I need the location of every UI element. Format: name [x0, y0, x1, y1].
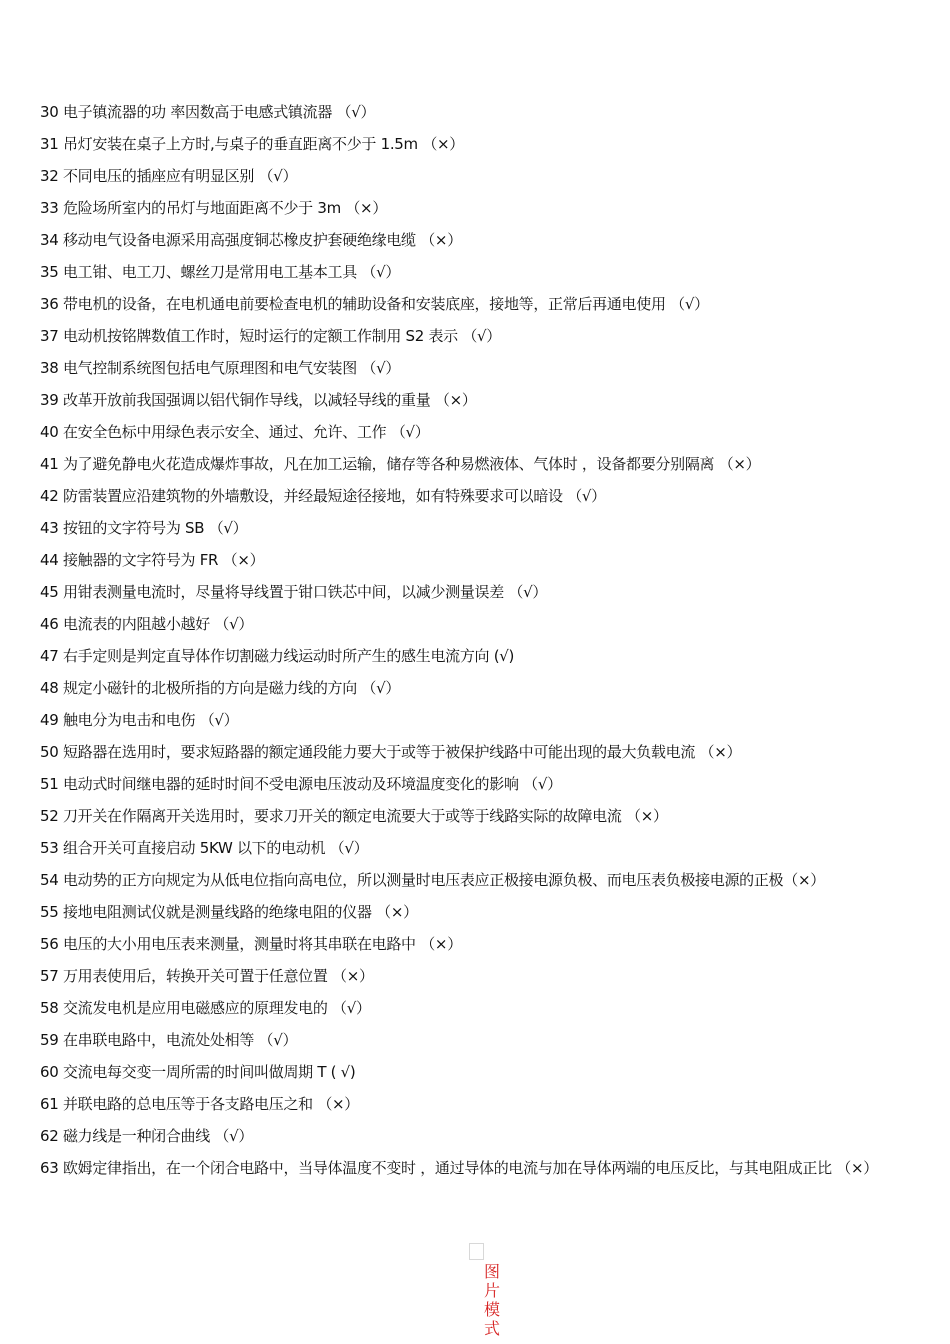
list-item: 48 规定小磁针的北极所指的方向是磁力线的方向 （√） — [40, 679, 401, 697]
list-item: 51 电动式时间继电器的延时时间不受电源电压波动及环境温度变化的影响 （√） — [40, 775, 562, 793]
list-item: 36 带电机的设备，在电机通电前要检查电机的辅助设备和安装底座，接地等，正常后再通电使用 （√） — [40, 295, 709, 313]
list-item: 42 防雷装置应沿建筑物的外墙敷设，并经最短途径接地，如有特殊要求可以暗设 （√） — [40, 487, 606, 505]
list-item: 49 触电分为电击和电伤 （√） — [40, 711, 239, 729]
list-item: 30 电子镇流器的功 率因数高于电感式镇流器 （√） — [40, 103, 376, 121]
list-item: 45 用钳表测量电流时，尽量将导线置于钳口铁芯中间，以减少测量误差 （√） — [40, 583, 548, 601]
list-item: 63 欧姆定律指出，在一个闭合电路中，当导体温度不变时 ，通过导体的电流与加在导体两端的电压反比，与其电阻成正比 （×） — [40, 1159, 878, 1177]
list-item: 41 为了避免静电火花造成爆炸事故，凡在加工运输，储存等各种易燃液体、气体时 ，设备都要分别隔离 （×） — [40, 455, 761, 473]
list-item: 54 电动势的正方向规定为从低电位指向高电位，所以测量时电压表应正极接电源负极、而电压表负极接电源的正极（×） — [40, 871, 825, 889]
list-item: 52 刀开关在作隔离开关选用时，要求刀开关的额定电流要大于或等于线路实际的故障电流 （×） — [40, 807, 668, 825]
list-item: 56 电压的大小用电压表来测量，测量时将其串联在电路中 （×） — [40, 935, 462, 953]
list-item: 37 电动机按铭牌数值工作时，短时运行的定额工作制用 S2 表示 （√） — [40, 327, 501, 345]
list-item: 44 接触器的文字符号为 FR （×） — [40, 551, 265, 569]
list-item: 55 接地电阻测试仪就是测量线路的绝缘电阻的仪器 （×） — [40, 903, 418, 921]
list-item: 39 改革开放前我国强调以铝代铜作导线，以减轻导线的重量 （×） — [40, 391, 477, 409]
list-item: 60 交流电每交变一周所需的时间叫做周期 T ( √) — [40, 1063, 356, 1081]
question-list — [40, 96, 915, 1184]
list-item: 57 万用表使用后，转换开关可置于任意位置 （×） — [40, 967, 374, 985]
list-item: 59 在串联电路中，电流处处相等 （√） — [40, 1031, 298, 1049]
list-item: 58 交流发电机是应用电磁感应的原理发电的 （√） — [40, 999, 371, 1017]
image-placeholder-icon — [469, 1243, 484, 1260]
list-item: 35 电工钳、电工刀、螺丝刀是常用电工基本工具 （√） — [40, 263, 401, 281]
image-mode-label: 图片模式 — [484, 1262, 501, 1338]
list-item: 47 右手定则是判定直导体作切割磁力线运动时所产生的感生电流方向 (√) — [40, 647, 515, 665]
list-item: 62 磁力线是一种闭合曲线 （√） — [40, 1127, 254, 1145]
list-item: 50 短路器在选用时，要求短路器的额定通段能力要大于或等于被保护线路中可能出现的最大负载电流 （×） — [40, 743, 742, 761]
list-item: 46 电流表的内阻越小越好 （√） — [40, 615, 254, 633]
list-item: 32 不同电压的插座应有明显区别 （√） — [40, 167, 298, 185]
list-item: 38 电气控制系统图包括电气原理图和电气安装图 （√） — [40, 359, 401, 377]
list-item: 53 组合开关可直接启动 5KW 以下的电动机 （√） — [40, 839, 369, 857]
list-item: 61 并联电路的总电压等于各支路电压之和 （×） — [40, 1095, 359, 1113]
list-item: 31 吊灯安装在桌子上方时,与桌子的垂直距离不少于 1.5m （×） — [40, 135, 464, 153]
list-item: 40 在安全色标中用绿色表示安全、通过、允许、工作 （√） — [40, 423, 430, 441]
list-item: 33 危险场所室内的吊灯与地面距离不少于 3m （×） — [40, 199, 388, 217]
list-item: 43 按钮的文字符号为 SB （√） — [40, 519, 248, 537]
list-item: 34 移动电气设备电源采用高强度铜芯橡皮护套硬绝缘电缆 （×） — [40, 231, 462, 249]
